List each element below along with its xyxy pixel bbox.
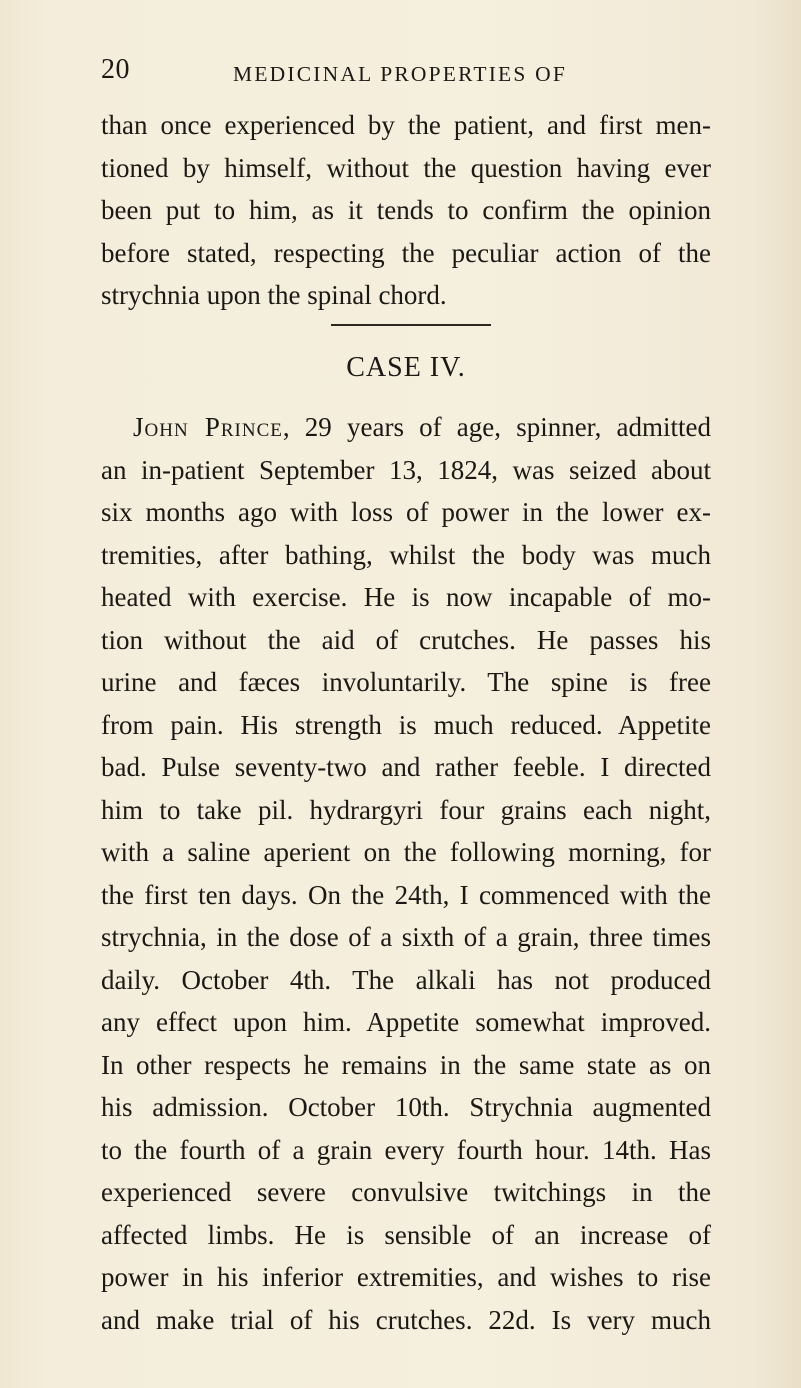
- first-line-text: , 29 years of age, spinner, admitted: [282, 412, 711, 442]
- running-head: MEDICINAL PROPERTIES OF: [233, 62, 568, 86]
- text-line: urine and fæces involuntarily. The spine is free: [101, 667, 711, 697]
- case-heading: CASE IV.: [346, 352, 466, 383]
- text-line: tioned by himself, without the question having ever: [101, 152, 711, 183]
- text-line: experienced severe convulsive twitchings in the: [101, 1177, 711, 1207]
- text-line: with a saline aperient on the following morning, for: [101, 837, 711, 867]
- text-line: bad. Pulse seventy-two and rather feeble. I directed: [101, 752, 711, 782]
- text-line: and make trial of his crutches. 22d. Is very much: [101, 1304, 711, 1335]
- section-divider-rule: [331, 324, 491, 326]
- text-line: tion without the aid of crutches. He passes his: [101, 624, 711, 655]
- patient-name: John Prince: [133, 412, 283, 442]
- text-line: the first ten days. On the 24th, I commenced with the: [101, 879, 711, 910]
- text-line: him to take pil. hydrargyri four grains each night,: [101, 794, 711, 825]
- text-line: affected limbs. He is sensible of an increase of: [101, 1219, 711, 1250]
- text-line: strychnia upon the spinal chord.: [101, 280, 447, 310]
- case-paragraph: [101, 406, 711, 1341]
- text-line: tremities, after bathing, whilst the body was much: [101, 539, 711, 570]
- text-line: any effect upon him. Appetite somewhat improved.: [101, 1007, 711, 1037]
- text-line: strychnia, in the dose of a sixth of a grain, three times: [101, 922, 711, 952]
- text-line: before stated, respecting the peculiar action of the: [101, 237, 711, 268]
- text-line: an in-patient September 13, 1824, was seized about: [101, 454, 711, 485]
- text-line: heated with exercise. He is now incapable of mo-: [101, 582, 711, 612]
- page-header: [101, 54, 711, 94]
- text-line: to the fourth of a grain every fourth hour. 14th. Has: [101, 1134, 711, 1165]
- text-line: six months ago with loss of power in the lower ex-: [101, 497, 711, 527]
- page-number: 20: [101, 54, 130, 85]
- text-line: from pain. His strength is much reduced. Appetite: [101, 709, 711, 740]
- text-line: power in his inferior extremities, and wishes to rise: [101, 1262, 711, 1292]
- text-line: his admission. October 10th. Strychnia augmented: [101, 1092, 711, 1122]
- text-line: In other respects he remains in the same state as on: [101, 1049, 711, 1080]
- paragraph-continued: [101, 104, 711, 317]
- text-line: than once experienced by the patient, and first men-: [101, 110, 711, 140]
- text-line: daily. October 4th. The alkali has not produced: [101, 964, 711, 995]
- text-line-first: [101, 406, 711, 449]
- text-line: been put to him, as it tends to confirm the opinion: [101, 195, 711, 225]
